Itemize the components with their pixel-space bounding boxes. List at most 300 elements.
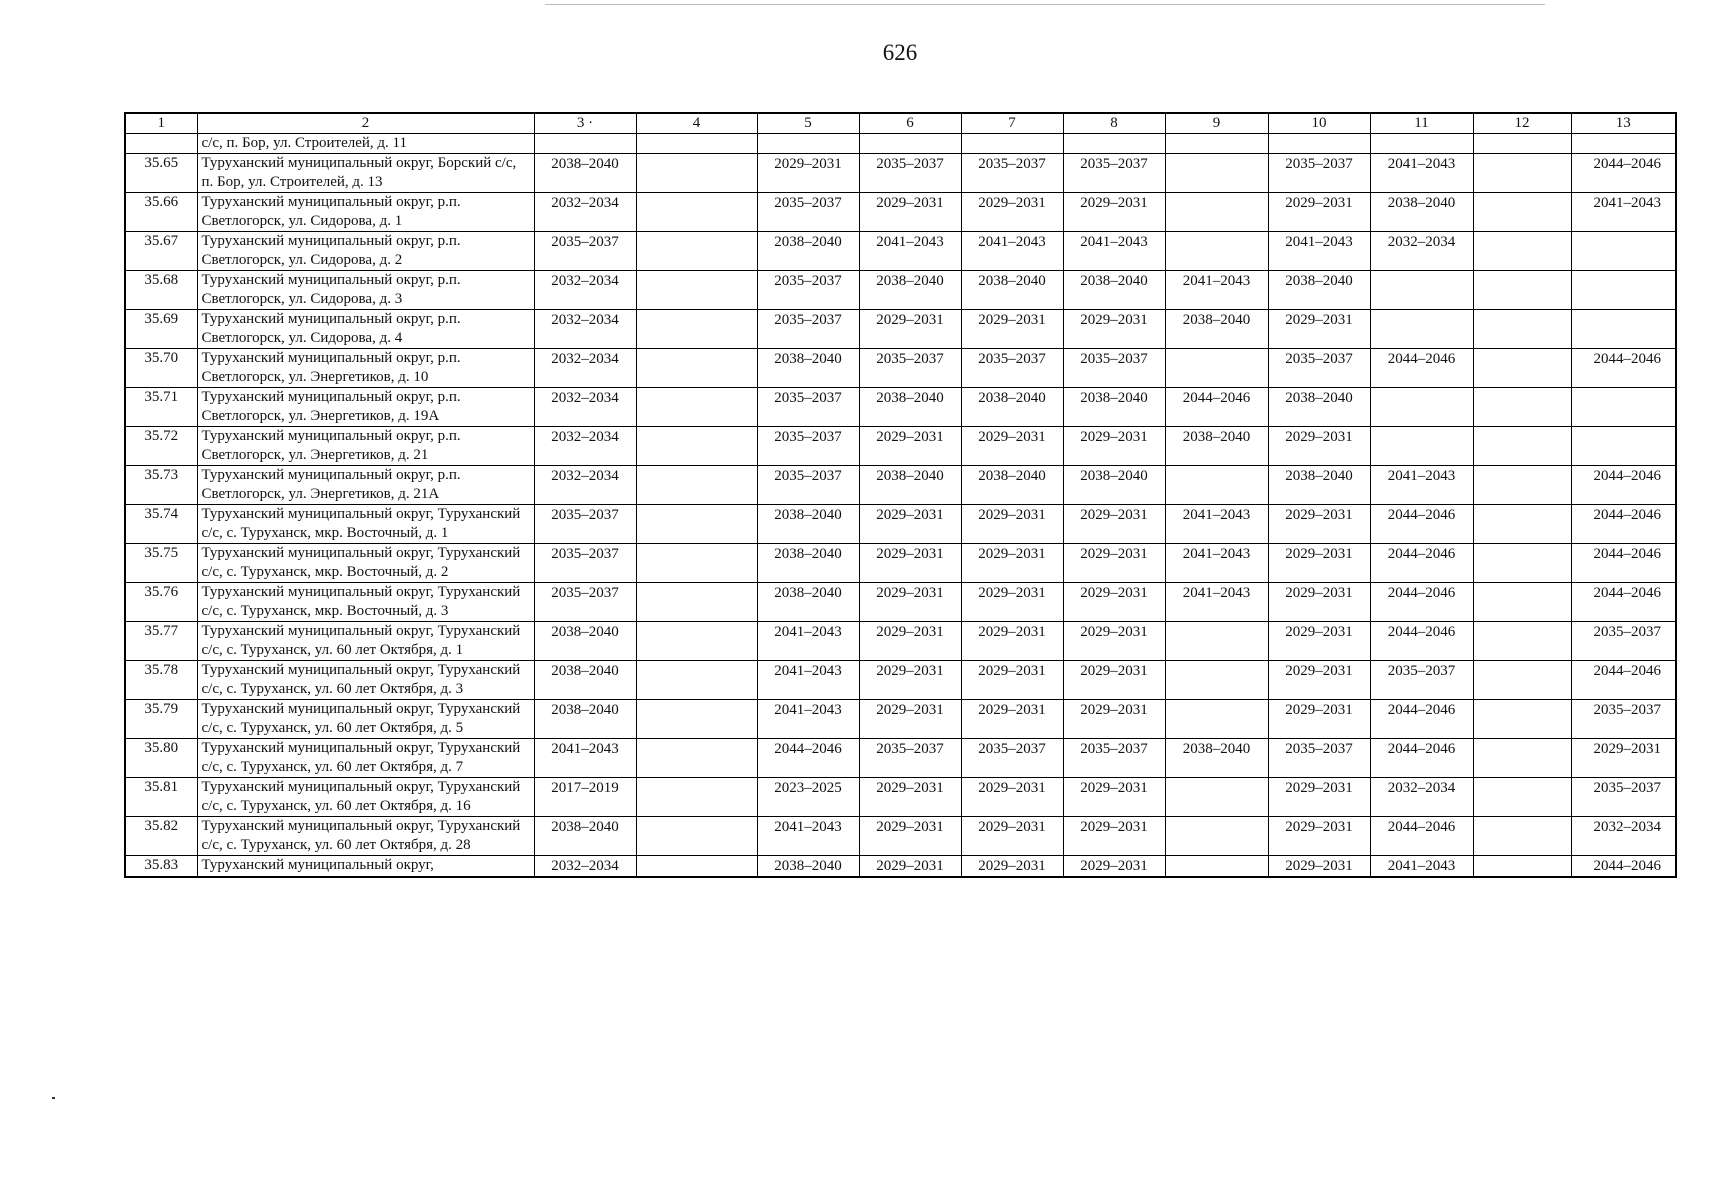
period-cell-col-7: 2035–2037 <box>961 739 1063 778</box>
table-row <box>125 583 1676 622</box>
period-cell-col-5: 2035–2037 <box>757 193 859 232</box>
address-cell: Туруханский муниципальный округ, Борский с/с, п. Бор, ул. Строителей, д. 13 <box>197 154 534 193</box>
period-cell-col-7: 2029–2031 <box>961 622 1063 661</box>
period-cell-col-3: 2038–2040 <box>534 817 636 856</box>
period-cell-col-5: 2023–2025 <box>757 778 859 817</box>
period-cell-col-11 <box>1370 427 1473 466</box>
period-cell-col-11 <box>1370 134 1473 154</box>
period-cell-col-10: 2038–2040 <box>1268 466 1370 505</box>
row-number-cell: 35.74 <box>125 505 197 544</box>
period-cell-col-8: 2038–2040 <box>1063 271 1165 310</box>
period-cell-col-3: 2038–2040 <box>534 154 636 193</box>
period-cell-col-12 <box>1473 388 1571 427</box>
table-row <box>125 778 1676 817</box>
period-cell-col-6: 2038–2040 <box>859 271 961 310</box>
row-number-cell: 35.82 <box>125 817 197 856</box>
period-cell-col-6: 2038–2040 <box>859 388 961 427</box>
address-cell: Туруханский муниципальный округ, р.п. Светлогорск, ул. Энергетиков, д. 21 <box>197 427 534 466</box>
period-cell-col-9: 2038–2040 <box>1165 427 1268 466</box>
period-cell-col-11 <box>1370 271 1473 310</box>
column-header-5: 5 <box>757 113 859 134</box>
period-cell-col-8 <box>1063 134 1165 154</box>
period-cell-col-12 <box>1473 661 1571 700</box>
period-cell-col-13: 2041–2043 <box>1571 193 1676 232</box>
period-cell-col-5: 2038–2040 <box>757 544 859 583</box>
period-cell-col-11: 2032–2034 <box>1370 778 1473 817</box>
address-cell: Туруханский муниципальный округ, р.п. Светлогорск, ул. Сидорова, д. 1 <box>197 193 534 232</box>
period-cell-col-12 <box>1473 349 1571 388</box>
period-cell-col-10: 2041–2043 <box>1268 232 1370 271</box>
address-cell: с/с, п. Бор, ул. Строителей, д. 11 <box>197 134 534 154</box>
period-cell-col-4 <box>636 134 757 154</box>
period-cell-col-8: 2038–2040 <box>1063 466 1165 505</box>
period-cell-col-6: 2029–2031 <box>859 505 961 544</box>
period-cell-col-4 <box>636 154 757 193</box>
period-cell-col-8: 2029–2031 <box>1063 544 1165 583</box>
period-cell-col-7: 2029–2031 <box>961 817 1063 856</box>
period-cell-col-9 <box>1165 154 1268 193</box>
period-cell-col-3: 2041–2043 <box>534 739 636 778</box>
period-cell-col-7: 2029–2031 <box>961 778 1063 817</box>
table-row <box>125 856 1676 878</box>
period-cell-col-3: 2032–2034 <box>534 856 636 878</box>
period-cell-col-8: 2029–2031 <box>1063 661 1165 700</box>
period-cell-col-8: 2029–2031 <box>1063 778 1165 817</box>
period-cell-col-4 <box>636 700 757 739</box>
period-cell-col-5 <box>757 134 859 154</box>
period-cell-col-13 <box>1571 310 1676 349</box>
column-header-2: 2 <box>197 113 534 134</box>
period-cell-col-10: 2029–2031 <box>1268 544 1370 583</box>
period-cell-col-12 <box>1473 427 1571 466</box>
period-cell-col-5: 2038–2040 <box>757 583 859 622</box>
top-rule <box>545 4 1545 5</box>
period-cell-col-8: 2035–2037 <box>1063 154 1165 193</box>
period-cell-col-11 <box>1370 310 1473 349</box>
period-cell-col-8: 2029–2031 <box>1063 193 1165 232</box>
period-cell-col-10: 2038–2040 <box>1268 271 1370 310</box>
period-cell-col-8: 2029–2031 <box>1063 427 1165 466</box>
period-cell-col-11: 2038–2040 <box>1370 193 1473 232</box>
table-row <box>125 739 1676 778</box>
period-cell-col-4 <box>636 193 757 232</box>
period-cell-col-11: 2044–2046 <box>1370 700 1473 739</box>
period-cell-col-12 <box>1473 739 1571 778</box>
period-cell-col-10: 2029–2031 <box>1268 661 1370 700</box>
period-cell-col-9: 2041–2043 <box>1165 505 1268 544</box>
table-row <box>125 817 1676 856</box>
period-cell-col-13: 2035–2037 <box>1571 778 1676 817</box>
period-cell-col-10: 2029–2031 <box>1268 700 1370 739</box>
table-row <box>125 349 1676 388</box>
period-cell-col-4 <box>636 466 757 505</box>
period-cell-col-11: 2044–2046 <box>1370 505 1473 544</box>
period-cell-col-8: 2029–2031 <box>1063 817 1165 856</box>
schedule-table <box>124 112 1677 878</box>
period-cell-col-11: 2044–2046 <box>1370 349 1473 388</box>
address-cell: Туруханский муниципальный округ, Туруханский с/с, с. Туруханск, ул. 60 лет Октября, д. 3 <box>197 661 534 700</box>
table-row <box>125 427 1676 466</box>
period-cell-col-9 <box>1165 700 1268 739</box>
column-header-13: 13 <box>1571 113 1676 134</box>
period-cell-col-12 <box>1473 310 1571 349</box>
column-header-12: 12 <box>1473 113 1571 134</box>
address-cell: Туруханский муниципальный округ, р.п. Светлогорск, ул. Энергетиков, д. 10 <box>197 349 534 388</box>
period-cell-col-3: 2032–2034 <box>534 193 636 232</box>
address-cell: Туруханский муниципальный округ, Туруханский с/с, с. Туруханск, мкр. Восточный, д. 2 <box>197 544 534 583</box>
period-cell-col-3: 2032–2034 <box>534 349 636 388</box>
period-cell-col-7 <box>961 134 1063 154</box>
period-cell-col-13 <box>1571 134 1676 154</box>
period-cell-col-3: 2032–2034 <box>534 427 636 466</box>
period-cell-col-7: 2035–2037 <box>961 154 1063 193</box>
period-cell-col-7: 2029–2031 <box>961 700 1063 739</box>
period-cell-col-7: 2038–2040 <box>961 466 1063 505</box>
period-cell-col-12 <box>1473 134 1571 154</box>
period-cell-col-9 <box>1165 778 1268 817</box>
period-cell-col-5: 2035–2037 <box>757 388 859 427</box>
period-cell-col-11: 2035–2037 <box>1370 661 1473 700</box>
period-cell-col-10: 2029–2031 <box>1268 622 1370 661</box>
period-cell-col-4 <box>636 388 757 427</box>
column-header-1: 1 <box>125 113 197 134</box>
period-cell-col-6: 2029–2031 <box>859 622 961 661</box>
period-cell-col-4 <box>636 505 757 544</box>
period-cell-col-13: 2044–2046 <box>1571 544 1676 583</box>
period-cell-col-12 <box>1473 583 1571 622</box>
period-cell-col-8: 2029–2031 <box>1063 856 1165 878</box>
period-cell-col-5: 2038–2040 <box>757 505 859 544</box>
period-cell-col-13 <box>1571 388 1676 427</box>
period-cell-col-4 <box>636 583 757 622</box>
period-cell-col-7: 2029–2031 <box>961 193 1063 232</box>
period-cell-col-6 <box>859 134 961 154</box>
table-row <box>125 154 1676 193</box>
period-cell-col-7: 2029–2031 <box>961 505 1063 544</box>
period-cell-col-4 <box>636 622 757 661</box>
period-cell-col-7: 2041–2043 <box>961 232 1063 271</box>
period-cell-col-10: 2029–2031 <box>1268 505 1370 544</box>
period-cell-col-9: 2041–2043 <box>1165 271 1268 310</box>
period-cell-col-8: 2041–2043 <box>1063 232 1165 271</box>
period-cell-col-6: 2029–2031 <box>859 700 961 739</box>
period-cell-col-3: 2035–2037 <box>534 544 636 583</box>
period-cell-col-13: 2044–2046 <box>1571 856 1676 878</box>
table-row <box>125 134 1676 154</box>
page-number <box>0 40 1722 66</box>
row-number-cell: 35.80 <box>125 739 197 778</box>
period-cell-col-11: 2044–2046 <box>1370 583 1473 622</box>
period-cell-col-12 <box>1473 232 1571 271</box>
period-cell-col-11: 2044–2046 <box>1370 817 1473 856</box>
period-cell-col-11: 2041–2043 <box>1370 466 1473 505</box>
period-cell-col-8: 2029–2031 <box>1063 700 1165 739</box>
period-cell-col-9 <box>1165 349 1268 388</box>
period-cell-col-6: 2029–2031 <box>859 427 961 466</box>
period-cell-col-4 <box>636 661 757 700</box>
period-cell-col-9 <box>1165 817 1268 856</box>
period-cell-col-11 <box>1370 388 1473 427</box>
period-cell-col-8: 2029–2031 <box>1063 622 1165 661</box>
period-cell-col-11: 2041–2043 <box>1370 154 1473 193</box>
period-cell-col-12 <box>1473 778 1571 817</box>
period-cell-col-10: 2029–2031 <box>1268 778 1370 817</box>
row-number-cell: 35.83 <box>125 856 197 878</box>
row-number-cell: 35.70 <box>125 349 197 388</box>
address-cell: Туруханский муниципальный округ, р.п. Светлогорск, ул. Энергетиков, д. 21А <box>197 466 534 505</box>
period-cell-col-13: 2044–2046 <box>1571 583 1676 622</box>
row-number-cell: 35.75 <box>125 544 197 583</box>
period-cell-col-10: 2029–2031 <box>1268 193 1370 232</box>
period-cell-col-5: 2044–2046 <box>757 739 859 778</box>
period-cell-col-11: 2041–2043 <box>1370 856 1473 878</box>
period-cell-col-13: 2029–2031 <box>1571 739 1676 778</box>
period-cell-col-13: 2035–2037 <box>1571 622 1676 661</box>
period-cell-col-4 <box>636 349 757 388</box>
period-cell-col-6: 2029–2031 <box>859 661 961 700</box>
period-cell-col-9: 2038–2040 <box>1165 739 1268 778</box>
period-cell-col-6: 2035–2037 <box>859 739 961 778</box>
period-cell-col-8: 2029–2031 <box>1063 310 1165 349</box>
period-cell-col-6: 2029–2031 <box>859 193 961 232</box>
period-cell-col-10: 2038–2040 <box>1268 388 1370 427</box>
row-number-cell: 35.77 <box>125 622 197 661</box>
period-cell-col-11: 2044–2046 <box>1370 739 1473 778</box>
column-header-6: 6 <box>859 113 961 134</box>
address-cell: Туруханский муниципальный округ, <box>197 856 534 878</box>
column-header-8: 8 <box>1063 113 1165 134</box>
period-cell-col-7: 2029–2031 <box>961 427 1063 466</box>
row-number-cell: 35.65 <box>125 154 197 193</box>
period-cell-col-6: 2041–2043 <box>859 232 961 271</box>
period-cell-col-5: 2041–2043 <box>757 700 859 739</box>
period-cell-col-5: 2041–2043 <box>757 622 859 661</box>
column-header-11: 11 <box>1370 113 1473 134</box>
period-cell-col-7: 2038–2040 <box>961 271 1063 310</box>
period-cell-col-9: 2041–2043 <box>1165 544 1268 583</box>
period-cell-col-13 <box>1571 232 1676 271</box>
period-cell-col-8: 2029–2031 <box>1063 505 1165 544</box>
period-cell-col-10 <box>1268 134 1370 154</box>
period-cell-col-7: 2029–2031 <box>961 544 1063 583</box>
address-cell: Туруханский муниципальный округ, Туруханский с/с, с. Туруханск, ул. 60 лет Октября, д. 28 <box>197 817 534 856</box>
period-cell-col-10: 2035–2037 <box>1268 739 1370 778</box>
period-cell-col-9 <box>1165 193 1268 232</box>
period-cell-col-5: 2035–2037 <box>757 310 859 349</box>
period-cell-col-13 <box>1571 427 1676 466</box>
row-number-cell: 35.78 <box>125 661 197 700</box>
period-cell-col-13: 2044–2046 <box>1571 349 1676 388</box>
period-cell-col-3: 2035–2037 <box>534 583 636 622</box>
period-cell-col-3: 2038–2040 <box>534 622 636 661</box>
period-cell-col-4 <box>636 271 757 310</box>
period-cell-col-6: 2029–2031 <box>859 817 961 856</box>
period-cell-col-9: 2038–2040 <box>1165 310 1268 349</box>
row-number-cell: 35.71 <box>125 388 197 427</box>
period-cell-col-5: 2035–2037 <box>757 271 859 310</box>
period-cell-col-13: 2044–2046 <box>1571 154 1676 193</box>
period-cell-col-12 <box>1473 622 1571 661</box>
period-cell-col-6: 2029–2031 <box>859 544 961 583</box>
period-cell-col-13: 2044–2046 <box>1571 466 1676 505</box>
period-cell-col-9 <box>1165 466 1268 505</box>
period-cell-col-3: 2038–2040 <box>534 661 636 700</box>
row-number-cell <box>125 134 197 154</box>
period-cell-col-4 <box>636 427 757 466</box>
period-cell-col-3: 2017–2019 <box>534 778 636 817</box>
period-cell-col-6: 2029–2031 <box>859 583 961 622</box>
period-cell-col-5: 2038–2040 <box>757 856 859 878</box>
period-cell-col-6: 2029–2031 <box>859 778 961 817</box>
period-cell-col-5: 2041–2043 <box>757 817 859 856</box>
period-cell-col-7: 2035–2037 <box>961 349 1063 388</box>
period-cell-col-7: 2038–2040 <box>961 388 1063 427</box>
table-body <box>125 134 1676 878</box>
period-cell-col-6: 2035–2037 <box>859 349 961 388</box>
table-row <box>125 505 1676 544</box>
period-cell-col-9: 2041–2043 <box>1165 583 1268 622</box>
row-number-cell: 35.81 <box>125 778 197 817</box>
address-cell: Туруханский муниципальный округ, Туруханский с/с, с. Туруханск, мкр. Восточный, д. 3 <box>197 583 534 622</box>
period-cell-col-13 <box>1571 271 1676 310</box>
period-cell-col-8: 2029–2031 <box>1063 583 1165 622</box>
address-cell: Туруханский муниципальный округ, Туруханский с/с, с. Туруханск, ул. 60 лет Октября, д. 5 <box>197 700 534 739</box>
row-number-cell: 35.67 <box>125 232 197 271</box>
period-cell-col-10: 2029–2031 <box>1268 310 1370 349</box>
period-cell-col-10: 2035–2037 <box>1268 349 1370 388</box>
table-row <box>125 388 1676 427</box>
table-row <box>125 310 1676 349</box>
period-cell-col-6: 2029–2031 <box>859 310 961 349</box>
period-cell-col-10: 2029–2031 <box>1268 583 1370 622</box>
period-cell-col-12 <box>1473 466 1571 505</box>
period-cell-col-12 <box>1473 817 1571 856</box>
period-cell-col-13: 2032–2034 <box>1571 817 1676 856</box>
address-cell: Туруханский муниципальный округ, р.п. Светлогорск, ул. Сидорова, д. 2 <box>197 232 534 271</box>
period-cell-col-6: 2035–2037 <box>859 154 961 193</box>
period-cell-col-12 <box>1473 505 1571 544</box>
period-cell-col-7: 2029–2031 <box>961 310 1063 349</box>
address-cell: Туруханский муниципальный округ, Туруханский с/с, с. Туруханск, ул. 60 лет Октября, д. 7 <box>197 739 534 778</box>
period-cell-col-10: 2029–2031 <box>1268 817 1370 856</box>
period-cell-col-9 <box>1165 856 1268 878</box>
row-number-cell: 35.69 <box>125 310 197 349</box>
table-row <box>125 193 1676 232</box>
period-cell-col-5: 2035–2037 <box>757 427 859 466</box>
header-row <box>125 113 1676 134</box>
period-cell-col-7: 2029–2031 <box>961 661 1063 700</box>
address-cell: Туруханский муниципальный округ, р.п. Светлогорск, ул. Сидорова, д. 3 <box>197 271 534 310</box>
period-cell-col-5: 2038–2040 <box>757 349 859 388</box>
row-number-cell: 35.66 <box>125 193 197 232</box>
column-header-7: 7 <box>961 113 1063 134</box>
period-cell-col-4 <box>636 544 757 583</box>
table-row <box>125 661 1676 700</box>
period-cell-col-8: 2035–2037 <box>1063 349 1165 388</box>
period-cell-col-3: 2032–2034 <box>534 271 636 310</box>
period-cell-col-12 <box>1473 544 1571 583</box>
period-cell-col-10: 2029–2031 <box>1268 856 1370 878</box>
period-cell-col-9 <box>1165 622 1268 661</box>
row-number-cell: 35.76 <box>125 583 197 622</box>
period-cell-col-5: 2038–2040 <box>757 232 859 271</box>
period-cell-col-3: 2038–2040 <box>534 700 636 739</box>
row-number-cell: 35.73 <box>125 466 197 505</box>
period-cell-col-4 <box>636 856 757 878</box>
period-cell-col-4 <box>636 310 757 349</box>
period-cell-col-6: 2029–2031 <box>859 856 961 878</box>
address-cell: Туруханский муниципальный округ, р.п. Светлогорск, ул. Сидорова, д. 4 <box>197 310 534 349</box>
period-cell-col-3: 2032–2034 <box>534 466 636 505</box>
period-cell-col-10: 2029–2031 <box>1268 427 1370 466</box>
period-cell-col-12 <box>1473 271 1571 310</box>
period-cell-col-13: 2044–2046 <box>1571 661 1676 700</box>
stray-mark <box>52 1097 55 1099</box>
period-cell-col-4 <box>636 232 757 271</box>
address-cell: Туруханский муниципальный округ, Туруханский с/с, с. Туруханск, мкр. Восточный, д. 1 <box>197 505 534 544</box>
period-cell-col-5: 2035–2037 <box>757 466 859 505</box>
period-cell-col-9 <box>1165 661 1268 700</box>
period-cell-col-4 <box>636 778 757 817</box>
address-cell: Туруханский муниципальный округ, р.п. Светлогорск, ул. Энергетиков, д. 19А <box>197 388 534 427</box>
period-cell-col-7: 2029–2031 <box>961 583 1063 622</box>
period-cell-col-9 <box>1165 232 1268 271</box>
period-cell-col-13: 2035–2037 <box>1571 700 1676 739</box>
table-row <box>125 544 1676 583</box>
period-cell-col-8: 2038–2040 <box>1063 388 1165 427</box>
period-cell-col-3 <box>534 134 636 154</box>
period-cell-col-3: 2032–2034 <box>534 388 636 427</box>
period-cell-col-5: 2041–2043 <box>757 661 859 700</box>
table-row <box>125 466 1676 505</box>
period-cell-col-10: 2035–2037 <box>1268 154 1370 193</box>
period-cell-col-8: 2035–2037 <box>1063 739 1165 778</box>
table-row <box>125 271 1676 310</box>
table-row <box>125 622 1676 661</box>
period-cell-col-12 <box>1473 193 1571 232</box>
period-cell-col-11: 2032–2034 <box>1370 232 1473 271</box>
column-header-9: 9 <box>1165 113 1268 134</box>
period-cell-col-11: 2044–2046 <box>1370 622 1473 661</box>
period-cell-col-11: 2044–2046 <box>1370 544 1473 583</box>
period-cell-col-7: 2029–2031 <box>961 856 1063 878</box>
period-cell-col-12 <box>1473 154 1571 193</box>
row-number-cell: 35.72 <box>125 427 197 466</box>
row-number-cell: 35.68 <box>125 271 197 310</box>
period-cell-col-13: 2044–2046 <box>1571 505 1676 544</box>
table-row <box>125 232 1676 271</box>
address-cell: Туруханский муниципальный округ, Туруханский с/с, с. Туруханск, ул. 60 лет Октября, д. 16 <box>197 778 534 817</box>
period-cell-col-3: 2035–2037 <box>534 232 636 271</box>
column-header-10: 10 <box>1268 113 1370 134</box>
period-cell-col-6: 2038–2040 <box>859 466 961 505</box>
period-cell-col-9 <box>1165 134 1268 154</box>
period-cell-col-12 <box>1473 856 1571 878</box>
period-cell-col-3: 2032–2034 <box>534 310 636 349</box>
column-header-3: 3 · <box>534 113 636 134</box>
period-cell-col-9: 2044–2046 <box>1165 388 1268 427</box>
period-cell-col-5: 2029–2031 <box>757 154 859 193</box>
period-cell-col-12 <box>1473 700 1571 739</box>
table-row <box>125 700 1676 739</box>
row-number-cell: 35.79 <box>125 700 197 739</box>
period-cell-col-3: 2035–2037 <box>534 505 636 544</box>
period-cell-col-4 <box>636 739 757 778</box>
address-cell: Туруханский муниципальный округ, Туруханский с/с, с. Туруханск, ул. 60 лет Октября, д. 1 <box>197 622 534 661</box>
period-cell-col-4 <box>636 817 757 856</box>
column-header-4: 4 <box>636 113 757 134</box>
page-number-text: 626 <box>882 40 918 65</box>
